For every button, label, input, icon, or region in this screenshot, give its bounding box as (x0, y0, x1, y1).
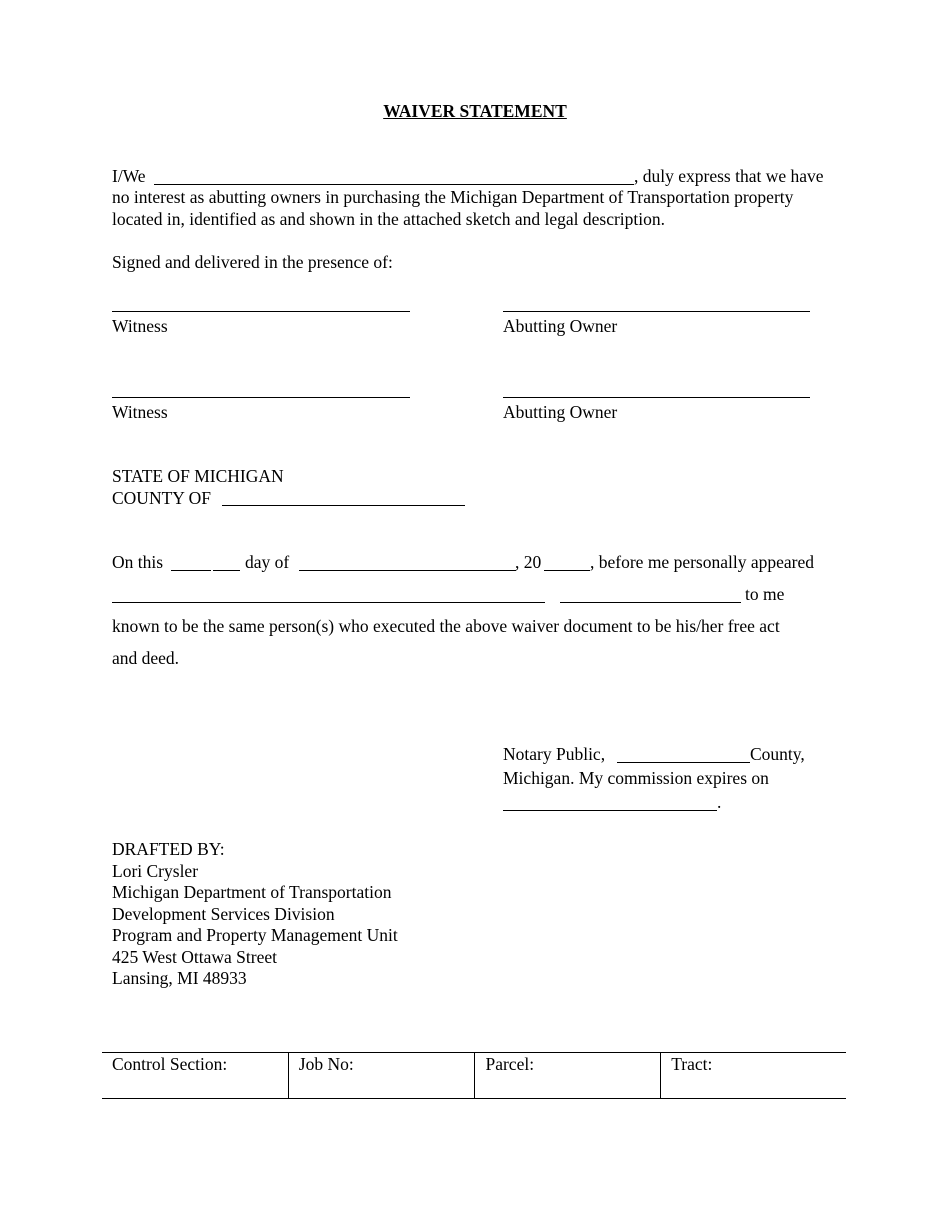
control-section-cell[interactable]: Control Section: (102, 1053, 288, 1099)
drafted-by-label: DRAFTED BY: (112, 839, 225, 859)
notary-county-suffix: County, (750, 744, 805, 764)
day-of-label: day of (245, 552, 290, 572)
witness-signature-line-2[interactable] (112, 397, 410, 398)
drafter-city: Lansing, MI 48933 (112, 968, 247, 988)
intro-line-1 (112, 166, 146, 187)
owner-label-2: Abutting Owner (503, 402, 618, 422)
owner-signature-line-2[interactable] (503, 397, 810, 398)
day-blank-b[interactable] (213, 570, 240, 571)
appeared-name-blank-d[interactable] (560, 602, 737, 603)
before-me-text: , before me personally appeared (590, 552, 814, 572)
free-act-text: and deed. (112, 648, 180, 668)
signed-delivered-text: Signed and delivered in the presence of: (112, 252, 393, 272)
notary-public-label: Notary Public, (503, 744, 606, 764)
job-no-cell[interactable]: Job No: (288, 1053, 475, 1099)
witness-label-1: Witness (112, 316, 168, 336)
state-line: STATE OF MICHIGAN (112, 466, 284, 486)
drafter-division: Development Services Division (112, 903, 335, 924)
appeared-name-blank-a[interactable] (112, 602, 438, 603)
intro-line-2: no interest as abutting owners in purchasing the Michigan Department of Transportation property (112, 187, 794, 207)
appeared-name-blank-e[interactable] (737, 602, 741, 603)
day-blank-a[interactable] (171, 570, 211, 571)
owner-signature-line-1[interactable] (503, 311, 810, 312)
intro-line-3: located in, identified as and shown in the attached sketch and legal description. (112, 209, 666, 229)
document-title: WAIVER STATEMENT (383, 101, 567, 121)
on-this-label: On this (112, 552, 164, 572)
intro-line-1-rest: , duly express that we have (634, 166, 824, 186)
drafted-by-block (112, 839, 398, 990)
tract-cell[interactable]: Tract: (661, 1053, 846, 1099)
witness-label-2: Witness (112, 402, 168, 422)
iwe-label: I/We (112, 166, 146, 186)
year-prefix: , 20 (515, 552, 542, 572)
witness-signature-line-1[interactable] (112, 311, 410, 312)
parcel-cell[interactable]: Parcel: (475, 1053, 661, 1099)
commission-date-blank[interactable] (503, 810, 717, 811)
county-label: COUNTY OF (112, 488, 212, 508)
month-blank-a[interactable] (299, 570, 413, 571)
table-row (102, 1053, 846, 1099)
known-to-be-text: known to be the same person(s) who executed the above waiver document to be his/her free act (112, 616, 780, 636)
owner-names-blank[interactable] (154, 184, 634, 185)
to-me-text: to me (745, 584, 785, 604)
appeared-name-blank-c[interactable] (531, 602, 545, 603)
control-info-table (102, 1052, 846, 1099)
commission-expires-text: Michigan. My commission expires on (503, 768, 769, 788)
drafter-unit: Program and Property Management Unit (112, 925, 398, 945)
month-blank-b[interactable] (413, 570, 509, 571)
year-blank[interactable] (544, 570, 590, 571)
appeared-name-blank-b[interactable] (438, 602, 531, 603)
drafter-org: Michigan Department of Transportation (112, 882, 392, 902)
drafter-name: Lori Crysler (112, 860, 199, 881)
owner-label-1: Abutting Owner (503, 316, 618, 336)
commission-period: . (717, 792, 722, 812)
notary-county-blank[interactable] (617, 762, 750, 763)
county-blank[interactable] (222, 505, 465, 506)
drafter-street: 425 West Ottawa Street (112, 946, 277, 967)
